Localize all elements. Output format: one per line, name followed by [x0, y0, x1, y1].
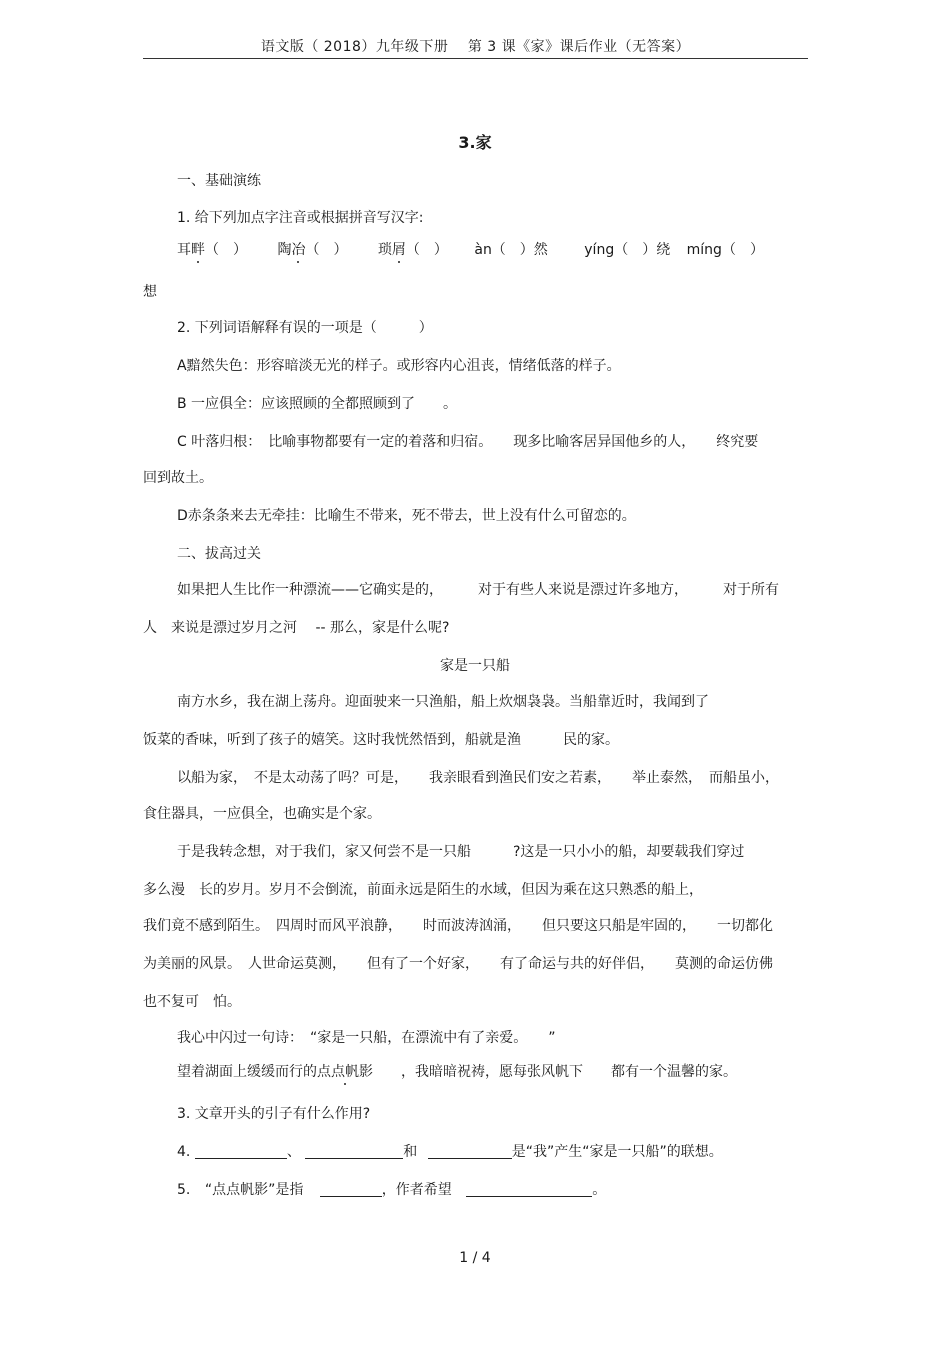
essay-paragraph-3d: 为美丽的风景。 人世命运莫测， 但有了一个好家， 有了命运与共的好伴侣， 莫测的命运仿佛: [143, 956, 773, 972]
q5-text-a: “点点帆影”是指: [204, 1182, 304, 1198]
q1-dotted-char: 畔: [191, 242, 205, 258]
question-2-option-d: D赤条条来去无牵挂：比喻生不带来，死不带去，世上没有什么可留恋的。: [177, 508, 636, 524]
essay-paragraph-3a: 于是我转念想，对于我们，家又何尝不是一只船 ?这是一只小小的船，却要载我们穿过: [177, 844, 745, 860]
essay-paragraph-5: [177, 1062, 737, 1082]
question-2-prompt: 2. 下列词语解释有误的一项是（ ）: [177, 320, 433, 336]
q4-answer-blank-3[interactable]: [428, 1144, 512, 1159]
q1-pinyin-ming: míng（ ）: [686, 242, 764, 258]
question-5: [177, 1180, 606, 1200]
question-1-prompt: 1. 给下列加点字注音或根据拼音写汉字:: [177, 210, 424, 226]
intro-line-1: 如果把人生比作一种漂流——它确实是的， 对于有些人来说是漂过许多地方， 对于所有: [177, 582, 779, 598]
q1-blank: （ ）: [205, 242, 247, 258]
essay-paragraph-1b: 饭菜的香味，听到了孩子的嬉笑。这时我恍然悟到，船就是渔 民的家。: [143, 732, 619, 748]
q1-dotted-char: 冶: [291, 242, 306, 258]
question-2-option-a: A黯然失色：形容暗淡无光的样子。或形容内心沮丧，情绪低落的样子。: [177, 358, 621, 374]
question-2-option-c-cont: 回到故土。: [143, 470, 213, 486]
essay-paragraph-2a: 以船为家， 不是太动荡了吗？可是， 我亲眼看到渔民们安之若素， 举止泰然， 而船虽小，: [177, 770, 779, 786]
q4-separator-1: 、: [286, 1144, 301, 1160]
page-header: 语文版（ 2018）九年级下册 第 3 课《家》课后作业（无答案）: [260, 39, 691, 55]
intro-line-2: 人 来说是漂过岁月之河 -- 那么，家是什么呢?: [143, 620, 450, 636]
q5-text-b: ，作者希望: [381, 1182, 452, 1198]
q1-dotted-char: 屑: [391, 242, 406, 258]
q1-char: 琐: [377, 242, 392, 258]
section-heading-advanced: 二、拔高过关: [177, 546, 261, 562]
q1-char: 陶: [277, 242, 292, 258]
q1-blank: （ ）: [305, 242, 348, 258]
essay-paragraph-3e: 也不复可 怕。: [143, 994, 241, 1010]
page-title: 3.家: [458, 133, 492, 152]
q4-separator-2: 和: [403, 1144, 418, 1160]
question-1-items: [177, 240, 764, 260]
essay-paragraph-2b: 食住器具，一应俱全，也确实是个家。: [143, 806, 381, 822]
q5-answer-blank-2[interactable]: [466, 1182, 592, 1197]
essay-paragraph-1a: 南方水乡，我在湖上荡舟。迎面驶来一只渔船，船上炊烟袅袅。当船靠近时，我闻到了: [177, 694, 709, 710]
q4-number: 4.: [177, 1144, 191, 1160]
q5-answer-blank-1[interactable]: [320, 1182, 382, 1197]
essay-paragraph-3c: 我们竟不感到陌生。 四周时而风平浪静， 时而波涛汹涌， 但只要这只船是牢固的， 一切都化: [143, 918, 773, 934]
question-2-option-c: C 叶落归根： 比喻事物都要有一定的着落和归宿。 现多比喻客居异国他乡的人， 终究要: [177, 434, 759, 450]
q1-pinyin-an: àn（ ）然: [474, 242, 548, 258]
q4-answer-blank-2[interactable]: [305, 1144, 403, 1159]
q4-tail: 是“我”产生“家是一只船”的联想。: [511, 1144, 723, 1160]
page-number: 1 / 4: [459, 1250, 491, 1266]
q5-number: 5.: [177, 1182, 191, 1198]
question-3: 3. 文章开头的引子有什么作用?: [177, 1106, 371, 1122]
question-4: [177, 1142, 723, 1162]
essay-p5-start: 望着湖面上缓缓而行的: [177, 1064, 317, 1080]
essay-p5-end: ，我暗暗祝祷，愿每张风帆下 都有一个温馨的家。: [373, 1064, 737, 1080]
essay-paragraph-4: 我心中闪过一句诗： “家是一只船，在漂流中有了亲爱。 ”: [177, 1030, 556, 1046]
section-heading-basic: 一、基础演练: [177, 173, 261, 189]
q5-end: 。: [592, 1182, 607, 1198]
header-rule: [143, 58, 808, 59]
essay-title: 家是一只船: [440, 658, 510, 674]
essay-p5-dotted-words: 点点帆影: [317, 1064, 373, 1080]
q4-answer-blank-1[interactable]: [195, 1144, 287, 1159]
essay-paragraph-3b: 多么漫 长的岁月。岁月不会倒流，前面永远是陌生的水域，但因为乘在这只熟悉的船上，: [143, 882, 703, 898]
q1-pinyin-ying: yíng（ ）绕: [584, 242, 671, 258]
question-2-option-b: B 一应俱全：应该照顾的全都照顾到了 。: [177, 396, 458, 412]
question-1-continued: 想: [143, 284, 157, 300]
q1-blank: （ ）: [405, 242, 448, 258]
q1-char: 耳: [177, 242, 191, 258]
